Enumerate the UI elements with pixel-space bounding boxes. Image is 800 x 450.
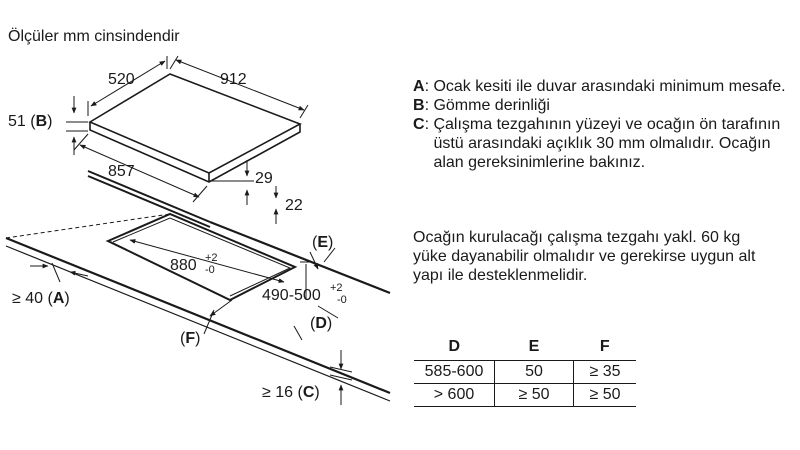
load-note: Ocağın kurulacağı çalışma tezgahı yakl. 60 kg yüke dayanabilir olmalıdır ve gerekirse uygun alt yapı ile desteklenmelidir. [413, 229, 756, 284]
table-cell: 585-600 [414, 361, 495, 384]
dim-f [204, 300, 232, 334]
note-a-key: A [413, 78, 425, 95]
clearance-table [414, 338, 636, 407]
note-b-colon: : [424, 97, 434, 114]
dim-height-22-label: 22 [285, 197, 303, 214]
units-caption: Ölçüler mm cinsindendir [8, 28, 180, 45]
cooktop-top-face [90, 74, 300, 173]
table-header-f: F [574, 338, 637, 361]
dim-a [30, 263, 88, 282]
note-c-key: C [413, 116, 425, 133]
dim-height-29-label: 29 [255, 170, 273, 187]
table-cell: ≥ 50 [495, 384, 574, 407]
dim-f-label: (F) [180, 330, 201, 347]
table-header-e: E [495, 338, 574, 361]
table-cell: > 600 [414, 384, 495, 407]
table-cell: ≥ 50 [574, 384, 637, 407]
dim-c-label: ≥ 16 (C) [262, 384, 320, 401]
note-b-text: Gömme derinliği [433, 97, 550, 114]
dim-cutout-width-tol-minus: -0 [205, 264, 215, 276]
note-b [413, 96, 793, 115]
dim-cutout-depth-label: 490-500 [262, 287, 321, 304]
note-c [413, 115, 793, 172]
table-cell: 50 [495, 361, 574, 384]
dim-e-label: (E) [312, 234, 334, 251]
note-b-key: B [413, 97, 425, 114]
note-a [413, 77, 793, 96]
dim-width-label: 912 [220, 71, 247, 88]
dim-a-label: ≥ 40 (A) [12, 290, 70, 307]
dim-cutout-depth-tol-minus: -0 [337, 294, 347, 306]
note-a-colon: : [424, 78, 434, 95]
dim-front-label: 857 [108, 163, 135, 180]
note-c-colon: : [424, 116, 434, 133]
legend-notes [413, 77, 793, 172]
dim-b-value: 51 (B) [8, 113, 53, 130]
note-c-text: Çalışma tezgahının yüzeyi ve ocağın ön tarafının üstü arasındaki açıklık 30 mm olmalıdır. Ocağın alan gereksinimlerine bakınız. [433, 116, 781, 171]
dim-cutout-depth-tol-plus: +2 [330, 282, 343, 294]
note-a-text: Ocak kesiti ile duvar arasındaki minimum mesafe. [433, 78, 786, 95]
worktop-rail [88, 171, 210, 227]
dim-cutout-width-tol-plus: +2 [205, 252, 218, 264]
dim-cutout-width-label: 880 [170, 257, 197, 274]
dim-depth-label: 520 [108, 71, 135, 88]
table-header-d: D [414, 338, 495, 361]
table-row [414, 384, 636, 407]
table-row [414, 361, 636, 384]
table-header-row [414, 338, 636, 361]
dim-d-label: (D) [310, 315, 333, 332]
table-cell: ≥ 35 [574, 361, 637, 384]
